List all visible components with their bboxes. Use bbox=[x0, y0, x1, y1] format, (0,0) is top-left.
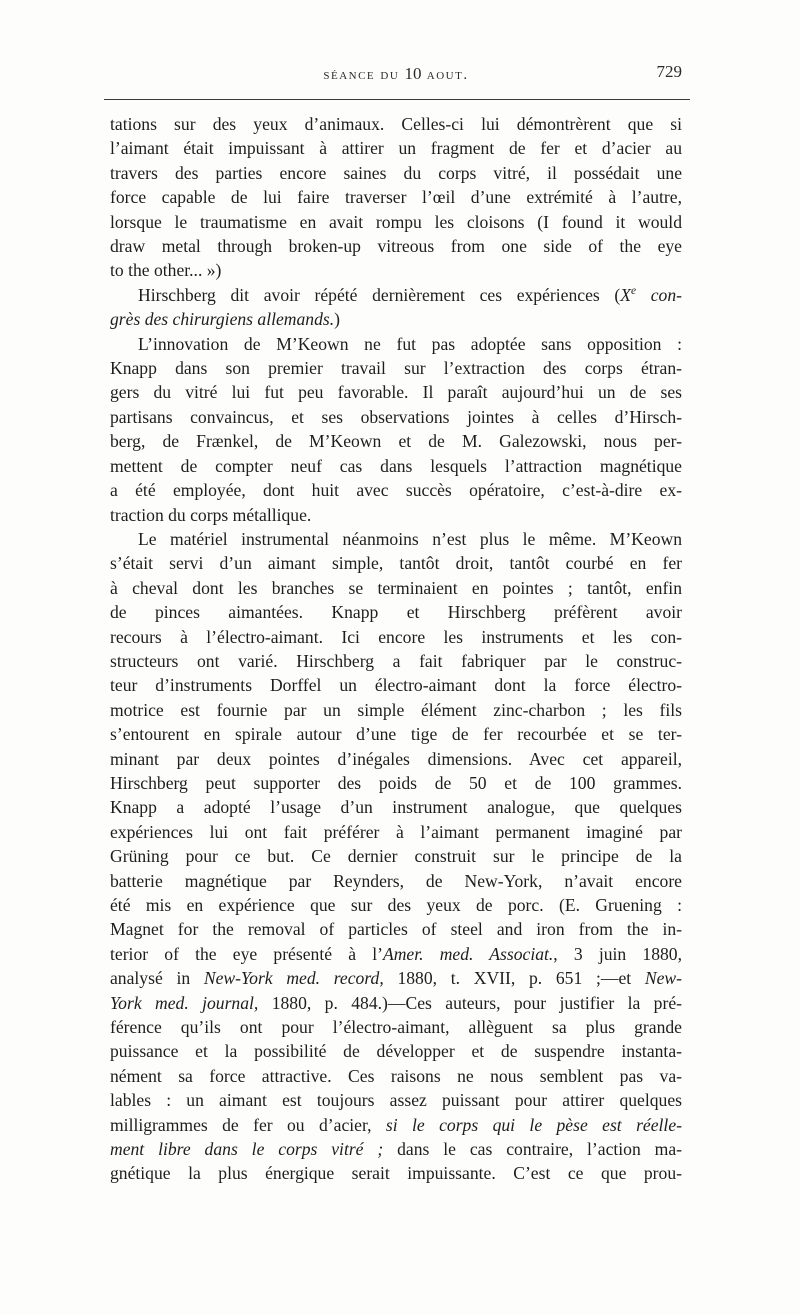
running-title-prefix: séance du bbox=[323, 67, 400, 83]
paragraph-innovation bbox=[110, 332, 682, 527]
text-line: mettent de compter neuf cas dans lesquels l’attraction magnétique bbox=[110, 455, 682, 476]
text-line: été mis en expérience que sur des yeux de porc. (E. Gruening : bbox=[110, 895, 682, 915]
text-line: to the other... ») bbox=[110, 260, 222, 281]
paragraph-continuation bbox=[110, 112, 682, 283]
body-text bbox=[110, 112, 682, 1186]
text-line: nément sa force attractive. Ces raisons ne nous semblent pas va- bbox=[110, 1065, 682, 1086]
text-line: Hirschberg peut supporter des poids de 50 et de 100 grammes. bbox=[110, 772, 682, 793]
text-run-italic: York med. journal, bbox=[110, 992, 259, 1013]
text-run-italic: Amer. med. Associat. bbox=[382, 943, 554, 964]
text-line: l’aimant était impuissant à attirer un fragment de fer et d’acier au bbox=[110, 138, 682, 159]
text-line: partisans convaincus, et ses observations jointes à celles d’Hirsch- bbox=[110, 406, 682, 427]
text-line bbox=[110, 283, 682, 307]
text-line: batterie magnétique par Reynders, de New-York, n’avait encore bbox=[110, 870, 682, 891]
text-line: structeurs ont varié. Hirschberg a fait fabriquer par le construc- bbox=[110, 650, 682, 671]
text-line: s’était servi d’un aimant simple, tantôt droit, tantôt courbé en fer bbox=[110, 553, 682, 574]
text-line: recours à l’électro-aimant. Ici encore les instruments et les con- bbox=[110, 626, 682, 647]
text-run: dans le cas contraire, l’action ma- bbox=[383, 1139, 682, 1160]
text-line: s’entourent en spirale autour d’une tige de fer recourbée et se ter- bbox=[110, 724, 682, 745]
superscript: e bbox=[631, 284, 637, 297]
running-title-day: 10 bbox=[404, 64, 422, 83]
running-title-month: aout. bbox=[426, 67, 469, 83]
text-line: teur d’instruments Dorffel un électro-aimant dont la force électro- bbox=[110, 675, 682, 696]
running-title bbox=[110, 64, 682, 84]
text-line: minant par deux pointes d’inégales dimensions. Avec cet appareil, bbox=[110, 748, 682, 769]
text-line bbox=[110, 942, 682, 966]
text-line bbox=[110, 1137, 682, 1161]
text-run-italic bbox=[620, 285, 682, 305]
paragraph-hirschberg bbox=[110, 283, 682, 332]
text-line: de pinces aimantées. Knapp et Hirschberg préfèrent avoir bbox=[110, 602, 682, 623]
text-run: Hirschberg dit avoir répété dernièrement ces expériences ( bbox=[138, 284, 621, 305]
text-run: 1880, t. XVII, p. 651 ;—et bbox=[383, 968, 645, 989]
text-line: gnétique la plus énergique serait impuissante. C’est ce que prou- bbox=[110, 1163, 682, 1184]
header-rule bbox=[104, 99, 690, 100]
text-line: férence qu’ils ont pour l’électro-aimant, allèguent sa plus grande bbox=[110, 1017, 682, 1038]
text-line: L’innovation de M’Keown ne fut pas adoptée sans opposition : bbox=[138, 333, 682, 354]
text-run: 1880, p. 484.)—Ces auteurs, pour justifier la pré- bbox=[258, 992, 682, 1013]
running-head bbox=[110, 0, 682, 100]
text-run-italic: si le corps qui le pèse est réelle- bbox=[385, 1114, 682, 1135]
congress-numeral: X bbox=[620, 284, 631, 305]
text-run-italic: New-York med. record, bbox=[203, 968, 384, 989]
text-line: force capable de lui faire traverser l’œil d’une extrémité à l’autre, bbox=[110, 187, 682, 208]
text-line: expériences lui ont fait préférer à l’aimant permanent imaginé par bbox=[110, 821, 682, 842]
text-run: ) bbox=[334, 309, 340, 330]
text-line: Magnet for the removal of particles of steel and iron from the in- bbox=[110, 919, 682, 940]
text-line: tations sur des yeux d’animaux. Celles-ci lui démontrèrent que si bbox=[110, 114, 682, 134]
text-run-italic: New- bbox=[644, 968, 682, 989]
text-line: à cheval dont les branches se terminaient en pointes ; tantôt, enfin bbox=[110, 577, 682, 598]
text-line bbox=[110, 966, 682, 990]
text-run-italic: grès des chirurgiens allemands. bbox=[110, 309, 335, 330]
text-run: milligrammes de fer ou d’acier, bbox=[110, 1114, 386, 1135]
text-line: lables : un aimant est toujours assez puissant pour attirer quelques bbox=[110, 1090, 682, 1111]
text-line: a été employée, dont huit avec succès opératoire, c’est-à-dire ex- bbox=[110, 480, 682, 501]
text-line: puissance et la possibilité de développer et de suspendre instanta- bbox=[110, 1041, 682, 1062]
text-line: Le matériel instrumental néanmoins n’est plus le même. M’Keown bbox=[138, 528, 682, 549]
text-line: travers des parties encore saines du corps vitré, il possédait une bbox=[110, 162, 682, 183]
text-line: berg, de Frænkel, de M’Keown et de M. Galezowski, nous per- bbox=[110, 431, 682, 452]
text-run-italic: con- bbox=[636, 284, 682, 305]
text-run: , 3 juin 1880, bbox=[553, 943, 682, 964]
text-line bbox=[110, 991, 682, 1015]
text-line: motrice est fournie par un simple élément zinc-charbon ; les fils bbox=[110, 699, 682, 720]
text-run: analysé in bbox=[110, 968, 204, 989]
text-run: terior of the eye présenté à l’ bbox=[110, 943, 383, 964]
text-line: Grüning pour ce but. Ce dernier construit sur le principe de la bbox=[110, 846, 682, 867]
page-number: 729 bbox=[656, 62, 682, 81]
text-line: Knapp dans son premier travail sur l’extraction des corps étran- bbox=[110, 358, 682, 379]
text-line bbox=[110, 307, 682, 331]
text-line: traction du corps métallique. bbox=[110, 504, 312, 525]
text-line: Knapp a adopté l’usage d’un instrument analogue, que quelques bbox=[110, 797, 682, 818]
book-page bbox=[110, 0, 682, 1184]
text-line bbox=[110, 1113, 682, 1137]
text-run-italic: ment libre dans le corps vitré ; bbox=[110, 1139, 384, 1160]
paragraph-materiel bbox=[110, 527, 682, 1186]
text-line: lorsque le traumatisme en avait rompu les cloisons (I found it would bbox=[110, 211, 682, 232]
text-line: gers du vitré lui fut peu favorable. Il paraît aujourd’hui un de ses bbox=[110, 382, 682, 403]
text-line: draw metal through broken-up vitreous from one side of the eye bbox=[110, 236, 682, 257]
